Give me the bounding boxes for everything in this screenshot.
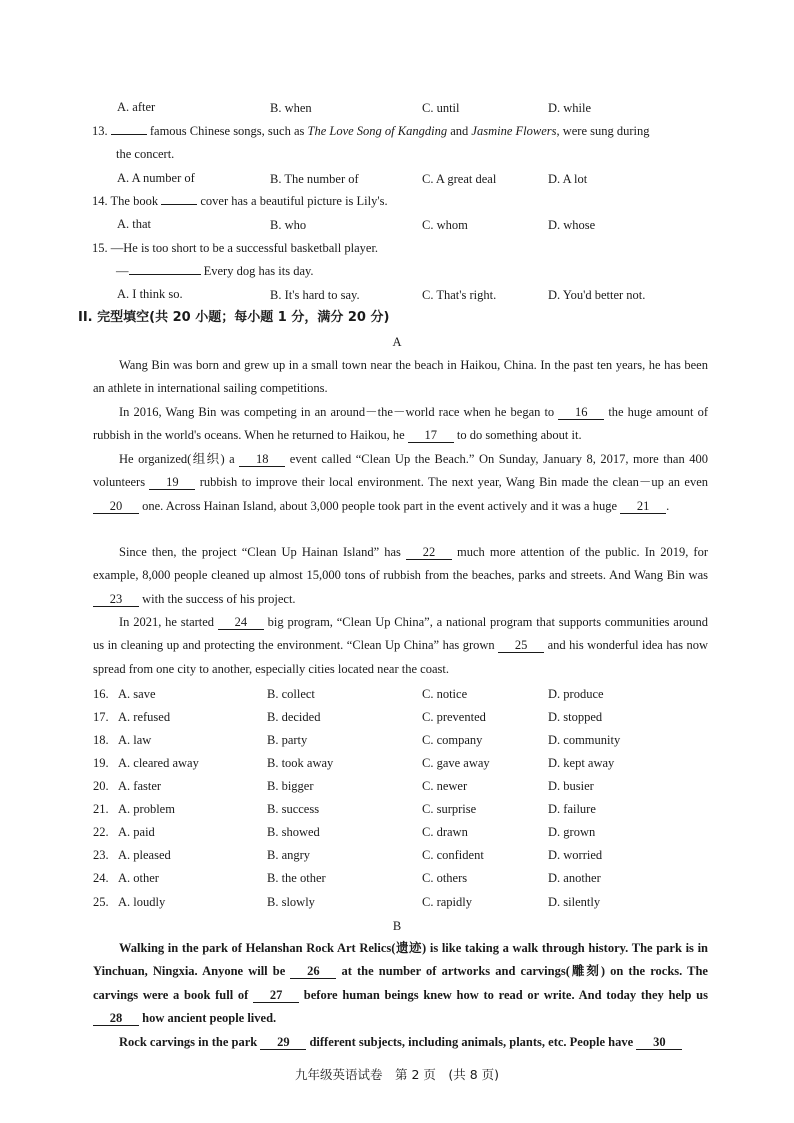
q12-option-c: C. until <box>422 101 460 115</box>
passage-a-paragraph-1 <box>93 354 708 401</box>
choice-option-a: A. faster <box>118 779 162 793</box>
choice-option-b: B. decided <box>267 710 321 724</box>
q15-blank <box>129 274 201 275</box>
q13-text-end: , were sung during <box>556 124 650 138</box>
choice-option-a: A. pleased <box>118 848 171 862</box>
choice-option-a: A. other <box>118 871 159 885</box>
choice-option-d: D. kept away <box>548 756 615 770</box>
q13-text-and: and <box>447 124 472 138</box>
blank-26: 26 <box>290 964 336 979</box>
choice-option-c: C. notice <box>422 687 468 701</box>
question-15: 15. —He is too short to be a successful basketball player. <box>92 241 379 255</box>
blank-28: 28 <box>93 1011 139 1026</box>
choice-row-number: 23. <box>93 848 109 862</box>
blank-27: 27 <box>253 988 299 1003</box>
q12-option-b: B. when <box>270 101 312 115</box>
choice-option-b: B. slowly <box>267 895 315 909</box>
p3-text-d: one. Across Hainan Island, about 3,000 people took part in the event actively and it was a huge <box>139 498 621 513</box>
choice-option-a: A. paid <box>118 825 155 839</box>
blank-24: 24 <box>218 615 264 630</box>
choice-option-b: B. success <box>267 802 320 816</box>
choice-option-d: D. produce <box>548 687 604 701</box>
p3-text-b: event called “Clean Up the Beach.” On Sunday, January 8, 2017, more than 400 volunteers <box>93 452 708 490</box>
choice-option-d: D. silently <box>548 895 601 909</box>
q14-option-b: B. who <box>270 218 307 232</box>
q15-dash: — <box>116 264 129 278</box>
choice-option-d: D. busier <box>548 779 594 793</box>
p4-text-a: Since then, the project “Clean Up Hainan Island” has <box>119 545 406 559</box>
choice-option-d: D. community <box>548 733 621 747</box>
q15-reply-text: Every dog has its day. <box>200 264 314 278</box>
q14-text: The book <box>110 194 159 208</box>
q13-title-1: The Love Song of Kangding <box>307 124 448 138</box>
page-footer: 九年级英语试卷 第 2 页 (共 8 页) <box>294 1067 500 1082</box>
choice-row-number: 24. <box>93 871 109 885</box>
section-heading: II. 完型填空(共 20 小题；每小题 1 分，满分 20 分) <box>78 310 390 325</box>
q13-option-c: C. A great deal <box>422 172 497 186</box>
choice-option-a: A. refused <box>118 710 171 724</box>
choice-option-b: B. bigger <box>267 779 314 793</box>
passage-b-paragraph-2 <box>93 1031 708 1055</box>
p4-text-c: with the success of his project. <box>139 591 296 606</box>
choice-option-c: C. newer <box>422 779 468 793</box>
q14-blank <box>161 204 197 205</box>
choice-option-d: D. stopped <box>548 710 603 724</box>
choice-row-number: 21. <box>93 802 109 816</box>
choice-option-c: C. surprise <box>422 802 477 816</box>
choice-option-a: A. save <box>118 687 156 701</box>
part-b-heading: B <box>392 919 402 933</box>
p2-text-c: to do something about it. <box>453 428 582 443</box>
blank-29: 29 <box>260 1035 306 1050</box>
q13-option-d: D. A lot <box>548 172 588 186</box>
q14-option-c: C. whom <box>422 218 468 232</box>
blank-18: 18 <box>239 452 285 467</box>
blank-22: 22 <box>406 545 452 560</box>
q12-option-a: A. after <box>117 100 156 114</box>
blank-25: 25 <box>498 638 544 653</box>
choice-option-b: B. showed <box>267 825 320 839</box>
p5-text-a: In 2021, he started <box>119 615 218 629</box>
choice-option-a: A. loudly <box>118 895 166 909</box>
choice-option-d: D. grown <box>548 825 596 839</box>
choice-row-number: 17. <box>93 710 109 724</box>
blank-20: 20 <box>93 499 139 514</box>
blank-21: 21 <box>620 499 666 514</box>
p5-text-c: and his wonderful idea has now spread from one city to another, especially cities located near the coast. <box>93 638 708 676</box>
choice-option-c: C. others <box>422 871 468 885</box>
choice-option-b: B. party <box>267 733 308 747</box>
blank-16: 16 <box>558 405 604 420</box>
b-p2-text-b: different subjects, including animals, plants, etc. People have <box>306 1035 637 1049</box>
q14-text-end: cover has a beautiful picture is Lily's. <box>200 194 388 208</box>
passage-a-paragraph-4 <box>93 541 708 611</box>
passage-a-p1-text: Wang Bin was born and grew up in a small town near the beach in Haikou, China. In the past ten years, he has been an athlete in international sailing competitions. <box>93 358 708 396</box>
question-13 <box>92 123 650 139</box>
choice-option-b: B. the other <box>267 871 326 885</box>
q13-continuation: the concert. <box>116 147 175 161</box>
q15-option-d: D. You'd better not. <box>548 288 646 302</box>
q15-option-c: C. That's right. <box>422 288 497 302</box>
p3-text-a: He organized(组织) a <box>119 452 240 466</box>
choice-option-c: C. gave away <box>422 756 490 770</box>
blank-23: 23 <box>93 592 139 607</box>
b-p2-text-a: Rock carvings in the park <box>119 1035 261 1049</box>
b-p1-text-b: at the number of artworks and carvings(雕刻) on the rocks. The carvings were a book full of <box>93 964 708 1002</box>
choice-option-c: C. confident <box>422 848 484 862</box>
q15-option-b: B. It's hard to say. <box>270 288 360 302</box>
choice-option-a: A. law <box>118 733 152 747</box>
choice-row-number: 25. <box>93 895 109 909</box>
passage-a-paragraph-2 <box>93 401 708 448</box>
part-a-heading: A <box>392 335 402 349</box>
b-p1-text-a: Walking in the park of Helanshan Rock Art Relics(遗迹) is like taking a walk through history. The park is in Yinchuan, Ningxia. Anyone will be <box>93 941 708 979</box>
p3-text-e: . <box>666 498 670 513</box>
choice-option-c: C. drawn <box>422 825 468 839</box>
choice-option-a: A. cleared away <box>118 756 199 770</box>
choice-option-c: C. prevented <box>422 710 486 724</box>
blank-30: 30 <box>636 1035 682 1050</box>
passage-a-paragraph-5 <box>93 611 708 681</box>
p2-text-b: the huge amount of rubbish in the world's oceans. When he returned to Haikou, he <box>93 405 708 443</box>
q13-title-2: Jasmine Flowers <box>471 124 557 138</box>
b-p1-text-d: how ancient people lived. <box>139 1010 277 1025</box>
choice-row-number: 20. <box>93 779 109 793</box>
choice-option-d: D. worried <box>548 848 603 862</box>
p5-text-b: big program, “Clean Up China”, a national program that supports communities around us in cleaning up and protecting the environment. “Clean Up China” has grown <box>93 615 709 653</box>
choice-option-a: A. problem <box>118 802 175 816</box>
p3-text-c: rubbish to improve their local environment. The next year, Wang Bin made the clean－up an even <box>195 475 708 490</box>
choice-option-d: D. another <box>548 871 601 885</box>
choice-row-number: 22. <box>93 825 109 839</box>
q14-option-d: D. whose <box>548 218 596 232</box>
q13-option-a: A. A number of <box>117 171 195 185</box>
question-14 <box>92 193 388 209</box>
p4-text-b: much more attention of the public. In 2019, for example, 8,000 people cleaned up almost 15,000 tons of rubbish from the beaches, parks and streets. And Wang Bin was <box>93 545 708 583</box>
choice-row-number: 16. <box>93 687 109 701</box>
choice-option-c: C. rapidly <box>422 895 472 909</box>
q13-text: famous Chinese songs, such as <box>146 124 308 138</box>
b-p1-text-c: before human beings knew how to read or write. And today they help us <box>299 987 708 1002</box>
choice-option-b: B. took away <box>267 756 334 770</box>
choice-option-c: C. company <box>422 733 483 747</box>
q15-reply <box>116 263 314 279</box>
q13-option-b: B. The number of <box>270 172 359 186</box>
q15-option-a: A. I think so. <box>117 287 183 301</box>
choice-row-number: 18. <box>93 733 109 747</box>
passage-a-paragraph-3 <box>93 448 708 518</box>
choice-option-d: D. failure <box>548 802 596 816</box>
q12-option-d: D. while <box>548 101 592 115</box>
choice-row-number: 19. <box>93 756 109 770</box>
q13-number: 13. <box>92 124 108 138</box>
blank-17: 17 <box>408 428 454 443</box>
choice-option-b: B. collect <box>267 687 315 701</box>
passage-b-paragraph-1 <box>93 937 708 1030</box>
blank-19: 19 <box>149 475 195 490</box>
q14-number: 14. <box>92 194 108 208</box>
p2-text-a: In 2016, Wang Bin was competing in an around－the－world race when he began to <box>119 405 559 419</box>
q14-option-a: A. that <box>117 217 152 231</box>
choice-option-b: B. angry <box>267 848 311 862</box>
q13-blank <box>111 134 147 135</box>
